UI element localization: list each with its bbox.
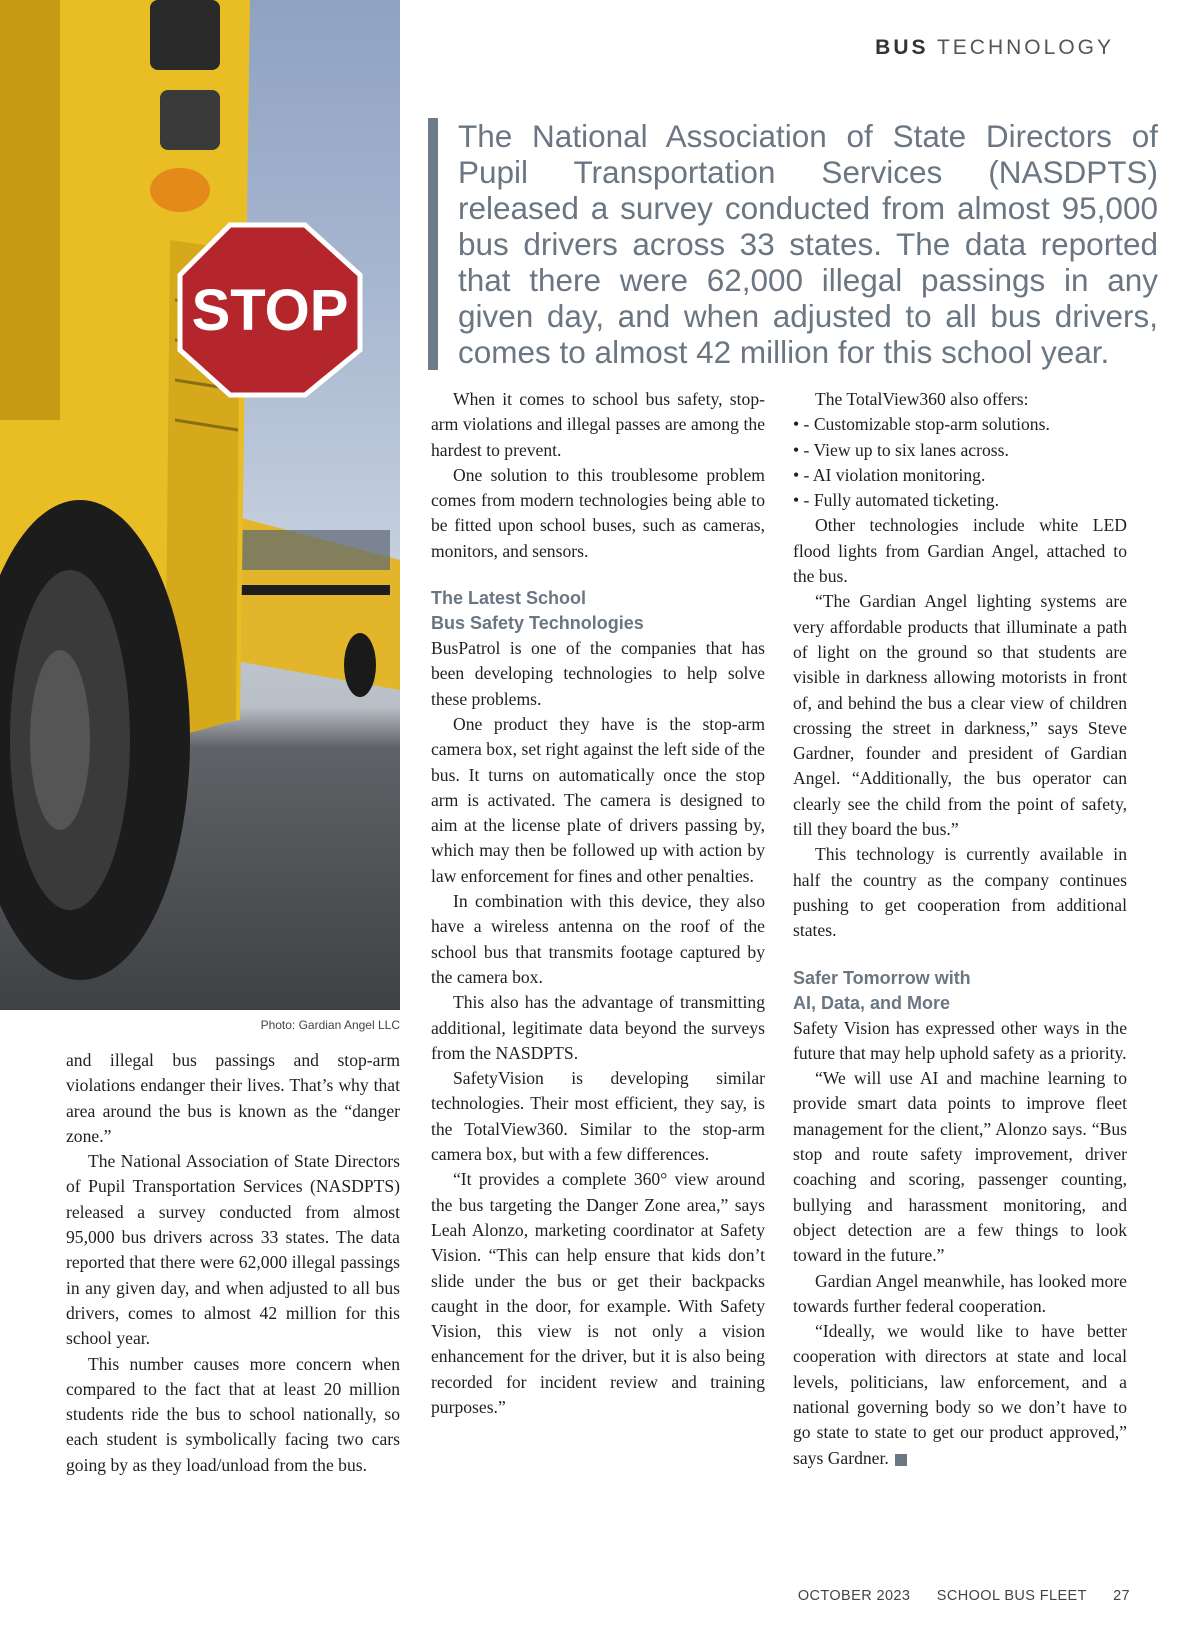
paragraph: [793, 1319, 1127, 1471]
school-bus-photo: [0, 0, 400, 1010]
paragraph: “We will use AI and machine learning to provide smart data points to improve fleet management for the client,” Alonzo says. “Bus stop and route safety improvement, driver coaching and scoring, passenger counting, bullying and harassment monitoring, and object detection are a few things to look toward in the future.”: [793, 1068, 1127, 1266]
end-mark-icon: [895, 1454, 907, 1466]
list-item: • - Customizable stop-arm solutions.: [793, 414, 1050, 435]
paragraph: The TotalView360 also offers:: [815, 389, 1029, 409]
section-header: [875, 36, 1114, 60]
paragraph: Gardian Angel meanwhile, has looked more towards further federal cooperation.: [793, 1270, 1127, 1316]
paragraph: This number causes more concern when compared to the fact that at least 20 million students ride the bus to school nationally, so each student is symbolically facing two cars going by as they load/unload from the bus.: [66, 1353, 400, 1475]
page-number: 27: [1113, 1588, 1130, 1604]
paragraph: One solution to this troublesome problem comes from modern technologies being able to be fitted upon school buses, such as cameras, monitors, and sensors.: [431, 464, 765, 561]
paragraph: Other technologies include white LED flood lights from Gardian Angel, attached to the bus.: [793, 515, 1127, 587]
photo-caption: Photo: Gardian Angel LLC: [260, 1018, 400, 1032]
column-3: [793, 387, 1127, 1471]
paragraph: BusPatrol is one of the companies that has been developing technologies to help solve these problems.: [431, 638, 765, 709]
paragraph: SafetyVision is developing similar technologies. Their most efficient, they say, is the TotalView360. Similar to the stop-arm camera box, but with a few differences.: [431, 1068, 765, 1165]
subheading-line: Bus Safety Technologies: [431, 613, 644, 634]
school-bus-illustration: [0, 0, 400, 1010]
subheading-line: The Latest School: [431, 588, 587, 609]
section-header-bold: BUS: [875, 36, 929, 59]
paragraph: “The Gardian Angel lighting systems are very affordable products that illuminate a path of light on the ground so that students are visible in darkness allowing motorists in front of, and behind the bus a clear view of children crossing the street in darkness,” says Steve Gardner, founder and president of Gardian Angel. “Additionally, the bus operator can clearly see the child from the point of safety, till they board the bus.”: [793, 591, 1127, 840]
column-1: [66, 1048, 400, 1478]
subheading-line: Safer Tomorrow with: [793, 967, 971, 988]
footer-date: OCTOBER 2023: [797, 1588, 911, 1604]
pull-quote: The National Association of State Directors of Pupil Transportation Services (NASDPTS) released a survey conducted from almost 95,000 bus drivers across 33 states. The data reported that there were 62,000 illegal passings in any given day, and when adjusted to all bus drivers, comes to almost 42 million for this school year.: [428, 118, 1158, 370]
closing-paragraph-text: “Ideally, we would like to have better cooperation with directors at state and local levels, politicians, law enforcement, and a national governing body so we don’t have to go state to state to get our product approved,” says Gardner.: [793, 1321, 1127, 1468]
list-item: • - View up to six lanes across.: [793, 439, 1009, 460]
stop-sign-text: STOP: [191, 278, 349, 343]
list-item: • - Fully automated ticketing.: [793, 490, 1000, 511]
paragraph: “It provides a complete 360° view around the bus targeting the Danger Zone area,” says Leah Alonzo, marketing coordinator at Safety Vision. “This can help ensure that kids don’t slide under the bus or get their backpacks caught in the door, for example. With Safety Vision, this view is not only a vision enhancement for the driver, but it is also being recorded for incident review and training purposes.”: [431, 1169, 765, 1417]
page-footer: [776, 1588, 1130, 1604]
paragraph: Safety Vision has expressed other ways in the future that may help uphold safety as a priority.: [793, 1017, 1127, 1063]
subheading-line: AI, Data, and More: [793, 992, 951, 1013]
paragraph: This technology is currently available in half the country as the company continues pushing to get cooperation from additional states.: [793, 844, 1127, 941]
section-header-light: TECHNOLOGY: [936, 36, 1114, 59]
paragraph: One product they have is the stop-arm camera box, set right against the left side of the bus. It turns on automatically once the stop arm is activated. The camera is designed to aim at the license plate of drivers passing by, which may then be followed up with action by law enforcement for fines and other penalties.: [431, 713, 765, 886]
feature-list: [793, 412, 1127, 513]
footer-publication: SCHOOL BUS FLEET: [936, 1588, 1087, 1604]
subheading-safer-tomorrow: [793, 966, 1127, 1016]
paragraph: This also has the advantage of transmitting additional, legitimate data beyond the surveys from the NASDPTS.: [431, 992, 765, 1063]
paragraph: The National Association of State Directors of Pupil Transportation Services (NASDPTS) released a survey conducted from almost 95,000 bus drivers across 33 states. The data reported that there were 62,000 illegal passings in any given day, and when adjusted to all bus drivers, comes to almost 42 million for this school year.: [66, 1151, 400, 1349]
column-2: [431, 387, 765, 1420]
paragraph: When it comes to school bus safety, stop-arm violations and illegal passes are among the hardest to prevent.: [431, 389, 765, 460]
paragraph: In combination with this device, they also have a wireless antenna on the roof of the school bus that transmits footage captured by the camera box.: [431, 891, 765, 987]
list-item: • - AI violation monitoring.: [793, 464, 986, 485]
subheading-latest-technologies: [431, 586, 765, 636]
paragraph: and illegal bus passings and stop-arm violations endanger their lives. That’s why that area around the bus is known as the “danger zone.”: [66, 1050, 400, 1146]
